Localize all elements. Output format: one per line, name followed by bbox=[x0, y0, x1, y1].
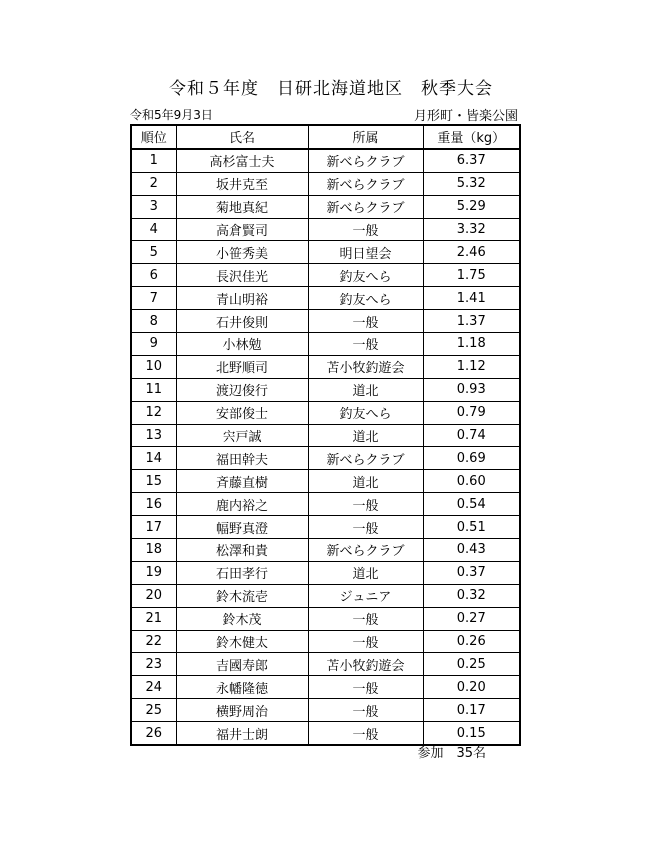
weight-cell: 0.54 bbox=[423, 493, 520, 516]
table-row bbox=[131, 401, 520, 424]
rank-cell: 15 bbox=[131, 470, 176, 493]
table-row bbox=[131, 378, 520, 401]
rank-cell: 1 bbox=[131, 149, 176, 172]
name-cell: 石井俊則 bbox=[176, 310, 308, 333]
table-row bbox=[131, 561, 520, 584]
weight-cell: 0.32 bbox=[423, 584, 520, 607]
club-cell: 新べらクラブ bbox=[308, 539, 423, 562]
table-row bbox=[131, 241, 520, 264]
weight-cell: 0.51 bbox=[423, 516, 520, 539]
name-cell: 鈴木健太 bbox=[176, 630, 308, 653]
club-cell: 一般 bbox=[308, 676, 423, 699]
name-cell: 高杉富士夫 bbox=[176, 149, 308, 172]
name-cell: 北野順司 bbox=[176, 355, 308, 378]
club-cell: 明日望会 bbox=[308, 241, 423, 264]
rank-cell: 11 bbox=[131, 378, 176, 401]
club-cell: 一般 bbox=[308, 218, 423, 241]
table-row bbox=[131, 310, 520, 333]
name-cell: 石田孝行 bbox=[176, 561, 308, 584]
participant-count: 参加 35名 bbox=[417, 746, 486, 761]
club-cell: 一般 bbox=[308, 699, 423, 722]
table-row bbox=[131, 493, 520, 516]
rank-cell: 23 bbox=[131, 653, 176, 676]
name-cell: 横野周治 bbox=[176, 699, 308, 722]
event-venue: 月形町・皆楽公園 bbox=[413, 109, 518, 124]
club-cell: 一般 bbox=[308, 333, 423, 356]
table-row bbox=[131, 264, 520, 287]
name-cell: 安部俊士 bbox=[176, 401, 308, 424]
weight-cell: 1.12 bbox=[423, 355, 520, 378]
club-cell: 苫小牧釣遊会 bbox=[308, 355, 423, 378]
club-cell: 一般 bbox=[308, 310, 423, 333]
club-cell: 苫小牧釣遊会 bbox=[308, 653, 423, 676]
weight-cell: 0.60 bbox=[423, 470, 520, 493]
rank-cell: 3 bbox=[131, 195, 176, 218]
weight-cell: 0.37 bbox=[423, 561, 520, 584]
results-table bbox=[130, 124, 521, 746]
weight-cell: 0.27 bbox=[423, 607, 520, 630]
club-cell: 道北 bbox=[308, 424, 423, 447]
table-header-row bbox=[131, 125, 520, 149]
rank-cell: 25 bbox=[131, 699, 176, 722]
weight-cell: 1.37 bbox=[423, 310, 520, 333]
table-row bbox=[131, 424, 520, 447]
table-row bbox=[131, 653, 520, 676]
name-cell: 福井士朗 bbox=[176, 722, 308, 745]
weight-cell: 6.37 bbox=[423, 149, 520, 172]
table-row bbox=[131, 699, 520, 722]
club-cell: 新べらクラブ bbox=[308, 195, 423, 218]
weight-cell: 0.69 bbox=[423, 447, 520, 470]
rank-cell: 8 bbox=[131, 310, 176, 333]
header-weight: 重量（kg） bbox=[423, 125, 520, 149]
weight-cell: 1.18 bbox=[423, 333, 520, 356]
name-cell: 吉國寿郎 bbox=[176, 653, 308, 676]
header-club: 所属 bbox=[308, 125, 423, 149]
rank-cell: 17 bbox=[131, 516, 176, 539]
rank-cell: 6 bbox=[131, 264, 176, 287]
weight-cell: 5.32 bbox=[423, 172, 520, 195]
document-title: 令和５年度 日研北海道地区 秋季大会 bbox=[169, 79, 493, 99]
name-cell: 菊地真紀 bbox=[176, 195, 308, 218]
rank-cell: 9 bbox=[131, 333, 176, 356]
name-cell: 斉藤直樹 bbox=[176, 470, 308, 493]
header-rank: 順位 bbox=[131, 125, 176, 149]
table-row bbox=[131, 218, 520, 241]
rank-cell: 22 bbox=[131, 630, 176, 653]
rank-cell: 26 bbox=[131, 722, 176, 745]
rank-cell: 5 bbox=[131, 241, 176, 264]
name-cell: 高倉賢司 bbox=[176, 218, 308, 241]
table-row bbox=[131, 470, 520, 493]
rank-cell: 2 bbox=[131, 172, 176, 195]
rank-cell: 13 bbox=[131, 424, 176, 447]
name-cell: 坂井克至 bbox=[176, 172, 308, 195]
weight-cell: 1.41 bbox=[423, 287, 520, 310]
club-cell: 釣友へら bbox=[308, 264, 423, 287]
weight-cell: 0.79 bbox=[423, 401, 520, 424]
rank-cell: 21 bbox=[131, 607, 176, 630]
club-cell: 道北 bbox=[308, 470, 423, 493]
results-body bbox=[131, 149, 520, 745]
rank-cell: 16 bbox=[131, 493, 176, 516]
club-cell: 道北 bbox=[308, 378, 423, 401]
rank-cell: 24 bbox=[131, 676, 176, 699]
table-row bbox=[131, 287, 520, 310]
rank-cell: 19 bbox=[131, 561, 176, 584]
club-cell: 新べらクラブ bbox=[308, 172, 423, 195]
table-row bbox=[131, 630, 520, 653]
weight-cell: 0.43 bbox=[423, 539, 520, 562]
rank-cell: 4 bbox=[131, 218, 176, 241]
club-cell: 一般 bbox=[308, 722, 423, 745]
weight-cell: 5.29 bbox=[423, 195, 520, 218]
weight-cell: 0.26 bbox=[423, 630, 520, 653]
name-cell: 小林勉 bbox=[176, 333, 308, 356]
club-cell: 新べらクラブ bbox=[308, 149, 423, 172]
weight-cell: 0.17 bbox=[423, 699, 520, 722]
table-row bbox=[131, 607, 520, 630]
weight-cell: 2.46 bbox=[423, 241, 520, 264]
name-cell: 松澤和貴 bbox=[176, 539, 308, 562]
name-cell: 永幡隆徳 bbox=[176, 676, 308, 699]
club-cell: 釣友へら bbox=[308, 401, 423, 424]
table-row bbox=[131, 447, 520, 470]
table-row bbox=[131, 333, 520, 356]
name-cell: 青山明裕 bbox=[176, 287, 308, 310]
name-cell: 長沢佳光 bbox=[176, 264, 308, 287]
weight-cell: 0.93 bbox=[423, 378, 520, 401]
name-cell: 小笹秀美 bbox=[176, 241, 308, 264]
club-cell: ジュニア bbox=[308, 584, 423, 607]
club-cell: 釣友へら bbox=[308, 287, 423, 310]
weight-cell: 0.74 bbox=[423, 424, 520, 447]
rank-cell: 10 bbox=[131, 355, 176, 378]
weight-cell: 1.75 bbox=[423, 264, 520, 287]
name-cell: 宍戸誠 bbox=[176, 424, 308, 447]
rank-cell: 18 bbox=[131, 539, 176, 562]
name-cell: 鈴木流壱 bbox=[176, 584, 308, 607]
club-cell: 一般 bbox=[308, 607, 423, 630]
name-cell: 渡辺俊行 bbox=[176, 378, 308, 401]
name-cell: 幅野真澄 bbox=[176, 516, 308, 539]
club-cell: 一般 bbox=[308, 493, 423, 516]
club-cell: 一般 bbox=[308, 630, 423, 653]
rank-cell: 7 bbox=[131, 287, 176, 310]
weight-cell: 0.25 bbox=[423, 653, 520, 676]
club-cell: 新べらクラブ bbox=[308, 447, 423, 470]
table-row bbox=[131, 539, 520, 562]
rank-cell: 20 bbox=[131, 584, 176, 607]
weight-cell: 3.32 bbox=[423, 218, 520, 241]
name-cell: 鈴木茂 bbox=[176, 607, 308, 630]
table-row bbox=[131, 149, 520, 172]
rank-cell: 14 bbox=[131, 447, 176, 470]
table-row bbox=[131, 172, 520, 195]
name-cell: 福田幹夫 bbox=[176, 447, 308, 470]
club-cell: 道北 bbox=[308, 561, 423, 584]
rank-cell: 12 bbox=[131, 401, 176, 424]
name-cell: 鹿内裕之 bbox=[176, 493, 308, 516]
table-row bbox=[131, 195, 520, 218]
club-cell: 一般 bbox=[308, 516, 423, 539]
weight-cell: 0.15 bbox=[423, 722, 520, 745]
event-date: 令和5年9月3日 bbox=[130, 108, 213, 122]
table-row bbox=[131, 516, 520, 539]
table-row bbox=[131, 676, 520, 699]
table-row bbox=[131, 355, 520, 378]
header-name: 氏名 bbox=[176, 125, 308, 149]
table-row bbox=[131, 584, 520, 607]
weight-cell: 0.20 bbox=[423, 676, 520, 699]
